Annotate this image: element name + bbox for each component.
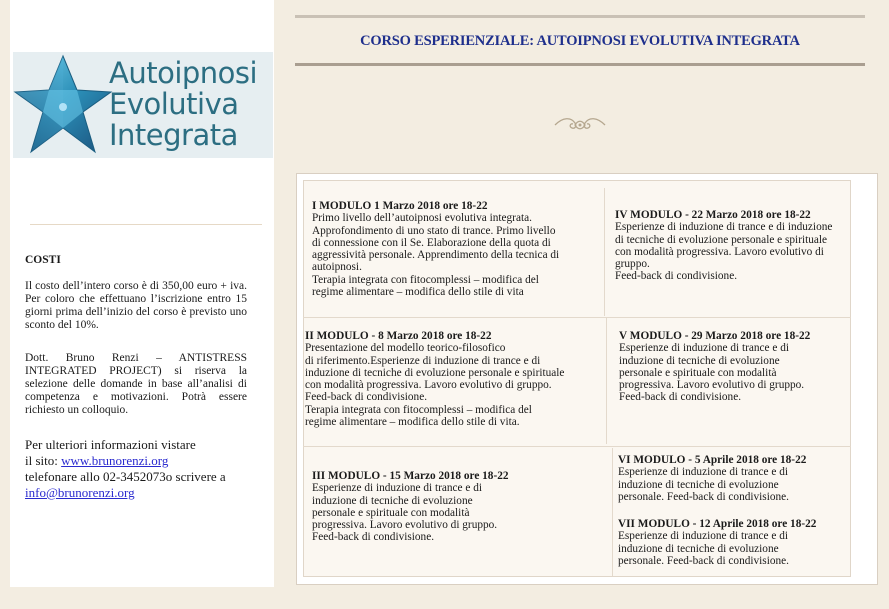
module-3-title: III MODULO - 15 Marzo 2018 ore 18-22 — [312, 470, 509, 482]
selection-text: Dott. Bruno Renzi – ANTISTRESS INTEGRATED PROJECT) si riserva la selezione delle domande in base all’analisi di competenza e motivazioni. Potrà essere richiesto un colloquio. — [25, 352, 247, 416]
col-divider — [604, 188, 605, 316]
module-6-line: personale. Feed-back di condivisione. — [618, 490, 789, 503]
module-1-line: di connessione con il Se. Elaborazione della quota di — [312, 236, 551, 249]
col-divider — [606, 318, 607, 444]
module-5-line: personale e spirituale con modalità — [619, 366, 777, 379]
info-site-prefix: il sito: — [25, 453, 62, 468]
module-4-line: di tecniche di evoluzione personale e spirituale — [615, 233, 828, 246]
module-6-line: Esperienze di induzione di trance e di — [618, 466, 789, 479]
module-5-line: Esperienze di induzione di trance e di — [619, 342, 790, 355]
costs-heading: COSTI — [25, 254, 61, 266]
module-7-line: personale. Feed-back di condivisione. — [618, 554, 789, 567]
module-6 — [618, 454, 848, 503]
info-phone: telefonare allo 02-3452073o scrivere a — [25, 469, 226, 484]
module-3-line: progressiva. Lavoro evolutivo di gruppo. — [312, 519, 498, 532]
module-4-line: gruppo. — [615, 258, 650, 271]
info-email-line — [25, 485, 247, 501]
module-4-line: con modalità progressiva. Lavoro evolutivo di — [615, 245, 824, 258]
logo-line-1: Autoipnosi — [109, 56, 258, 90]
logo-text — [109, 58, 257, 151]
col-divider — [612, 448, 613, 576]
module-4-line: Feed-back di condivisione. — [615, 270, 738, 283]
module-3-line: Esperienze di induzione di trance e di — [312, 482, 483, 495]
sidebar-divider — [30, 224, 262, 225]
logo — [13, 52, 273, 158]
module-5 — [619, 330, 847, 404]
sidebar-content — [25, 254, 247, 501]
contact-info — [25, 437, 247, 501]
costs-text: Il costo dell’intero corso è di 350,00 euro + iva. Per coloro che effettuano l’iscrizione entro 15 giorni prima dell’inizio del corso è previsto uno sconto del 10%. — [25, 280, 247, 331]
module-1-line: aggressività personale. Apprendimento della tecnica di — [312, 249, 560, 262]
module-6-line: induzione di tecniche di evoluzione — [618, 478, 779, 491]
module-5-line: induzione di tecniche di evoluzione — [619, 354, 780, 367]
module-2-line: Presentazione del modello teorico-filosofico — [305, 342, 506, 355]
module-6-title: VI MODULO - 5 Aprile 2018 ore 18-22 — [618, 454, 807, 466]
info-line: Per ulteriori informazioni vistare — [25, 437, 196, 452]
module-7 — [618, 518, 850, 567]
module-4-title: IV MODULO - 22 Marzo 2018 ore 18-22 — [615, 209, 811, 221]
page-title: CORSO ESPERIENZIALE: AUTOIPNOSI EVOLUTIVA INTEGRATA — [360, 33, 800, 49]
module-4-line: Esperienze di induzione di trance e di induzione — [615, 221, 833, 234]
module-1-line: autoipnosi. — [312, 261, 362, 274]
module-7-line: Esperienze di induzione di trance e di — [618, 530, 789, 543]
info-site-line — [25, 453, 247, 469]
module-3-line: personale e spirituale con modalità — [312, 506, 470, 519]
module-2-line: Feed-back di condivisione. — [305, 391, 428, 404]
module-2-line: di riferimento.Esperienze di induzione di trance e di — [305, 354, 541, 367]
ornament-icon — [553, 117, 607, 133]
module-2-line: regime alimentare – modifica dello stile di vita. — [305, 416, 520, 429]
email-link[interactable]: info@brunorenzi.org — [25, 485, 135, 500]
module-3-line: induzione di tecniche di evoluzione — [312, 494, 473, 507]
row-divider — [303, 317, 851, 318]
logo-line-3: Integrata — [109, 118, 238, 152]
module-7-line: induzione di tecniche di evoluzione — [618, 542, 779, 555]
module-1-line: Primo livello dell’autoipnosi evolutiva integrata. — [312, 212, 532, 225]
top-rule — [295, 15, 865, 18]
module-3-line: Feed-back di condivisione. — [312, 531, 435, 544]
module-7-title: VII MODULO - 12 Aprile 2018 ore 18-22 — [618, 518, 817, 530]
module-2-line: con modalità progressiva. Lavoro evolutivo di gruppo. — [305, 379, 552, 392]
module-5-title: V MODULO - 29 Marzo 2018 ore 18-22 — [619, 330, 811, 342]
module-2-line: Terapia integrata con fitocomplessi – modifica del — [305, 403, 532, 416]
module-2 — [305, 330, 601, 428]
module-1-line: Terapia integrata con fitocomplessi – modifica del — [312, 273, 539, 286]
row-divider — [303, 446, 851, 447]
module-4 — [615, 209, 847, 283]
title-rule — [295, 63, 865, 66]
star-logo-icon — [13, 52, 113, 158]
module-1-title: I MODULO 1 Marzo 2018 ore 18-22 — [312, 200, 488, 212]
module-1 — [312, 200, 580, 298]
module-2-line: induzione di tecniche di evoluzione personale e spirituale — [305, 366, 565, 379]
logo-line-2: Evolutiva — [109, 87, 239, 121]
module-1-line: Approfondimento di uno stato di trance. Primo livello — [312, 224, 556, 237]
module-1-line: regime alimentare – modifica dello stile di vita — [312, 286, 524, 299]
site-link[interactable]: www.brunorenzi.org — [61, 453, 169, 468]
module-5-line: Feed-back di condivisione. — [619, 391, 742, 404]
module-3 — [312, 470, 602, 544]
module-5-line: progressiva. Lavoro evolutivo di gruppo. — [619, 379, 805, 392]
module-2-title: II MODULO - 8 Marzo 2018 ore 18-22 — [305, 330, 492, 342]
